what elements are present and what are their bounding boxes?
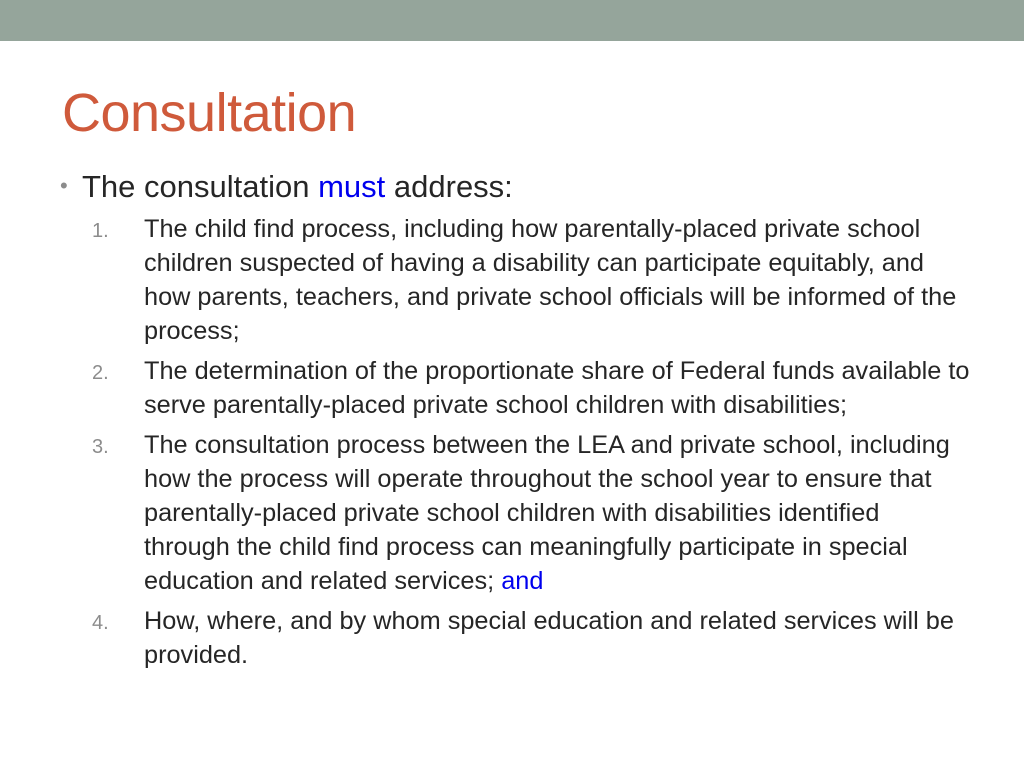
list-item: [92, 604, 972, 672]
list-item-text: The child find process, including how parentally-placed private school children suspected of having a disability can participate equitably, and how parents, teachers, and private school officials will be informed of the process;: [144, 215, 957, 345]
list-item: [92, 354, 972, 422]
bullet-dot-icon: •: [60, 173, 68, 198]
slide-title: Consultation: [62, 83, 357, 143]
list-item-text: The consultation process between the LEA and private school, including how the process will operate throughout the school year to ensure that parentally-placed private school children with disabilities identified through the child find process can meaningfully participate in special education and related services;: [144, 431, 950, 595]
top-band: [0, 0, 1024, 41]
list-item-number: 1.: [92, 220, 109, 242]
list-item-number: 4.: [92, 612, 109, 634]
numbered-list: [92, 212, 972, 678]
list-item-number: 2.: [92, 362, 109, 384]
list-item-text: The determination of the proportionate share of Federal funds available to serve parentally-placed private school children with disabilities;: [144, 357, 970, 419]
bullet-text-before: The consultation: [82, 169, 319, 204]
list-item-text: How, where, and by whom special education and related services will be provided.: [144, 607, 954, 669]
list-item-number: 3.: [92, 436, 109, 458]
main-bullet: [60, 166, 960, 207]
list-item: [92, 212, 972, 348]
list-item-emphasis: and: [501, 567, 544, 595]
list-item: [92, 428, 972, 598]
bullet-emphasis: must: [318, 169, 386, 204]
bullet-text-after: address:: [385, 169, 513, 204]
